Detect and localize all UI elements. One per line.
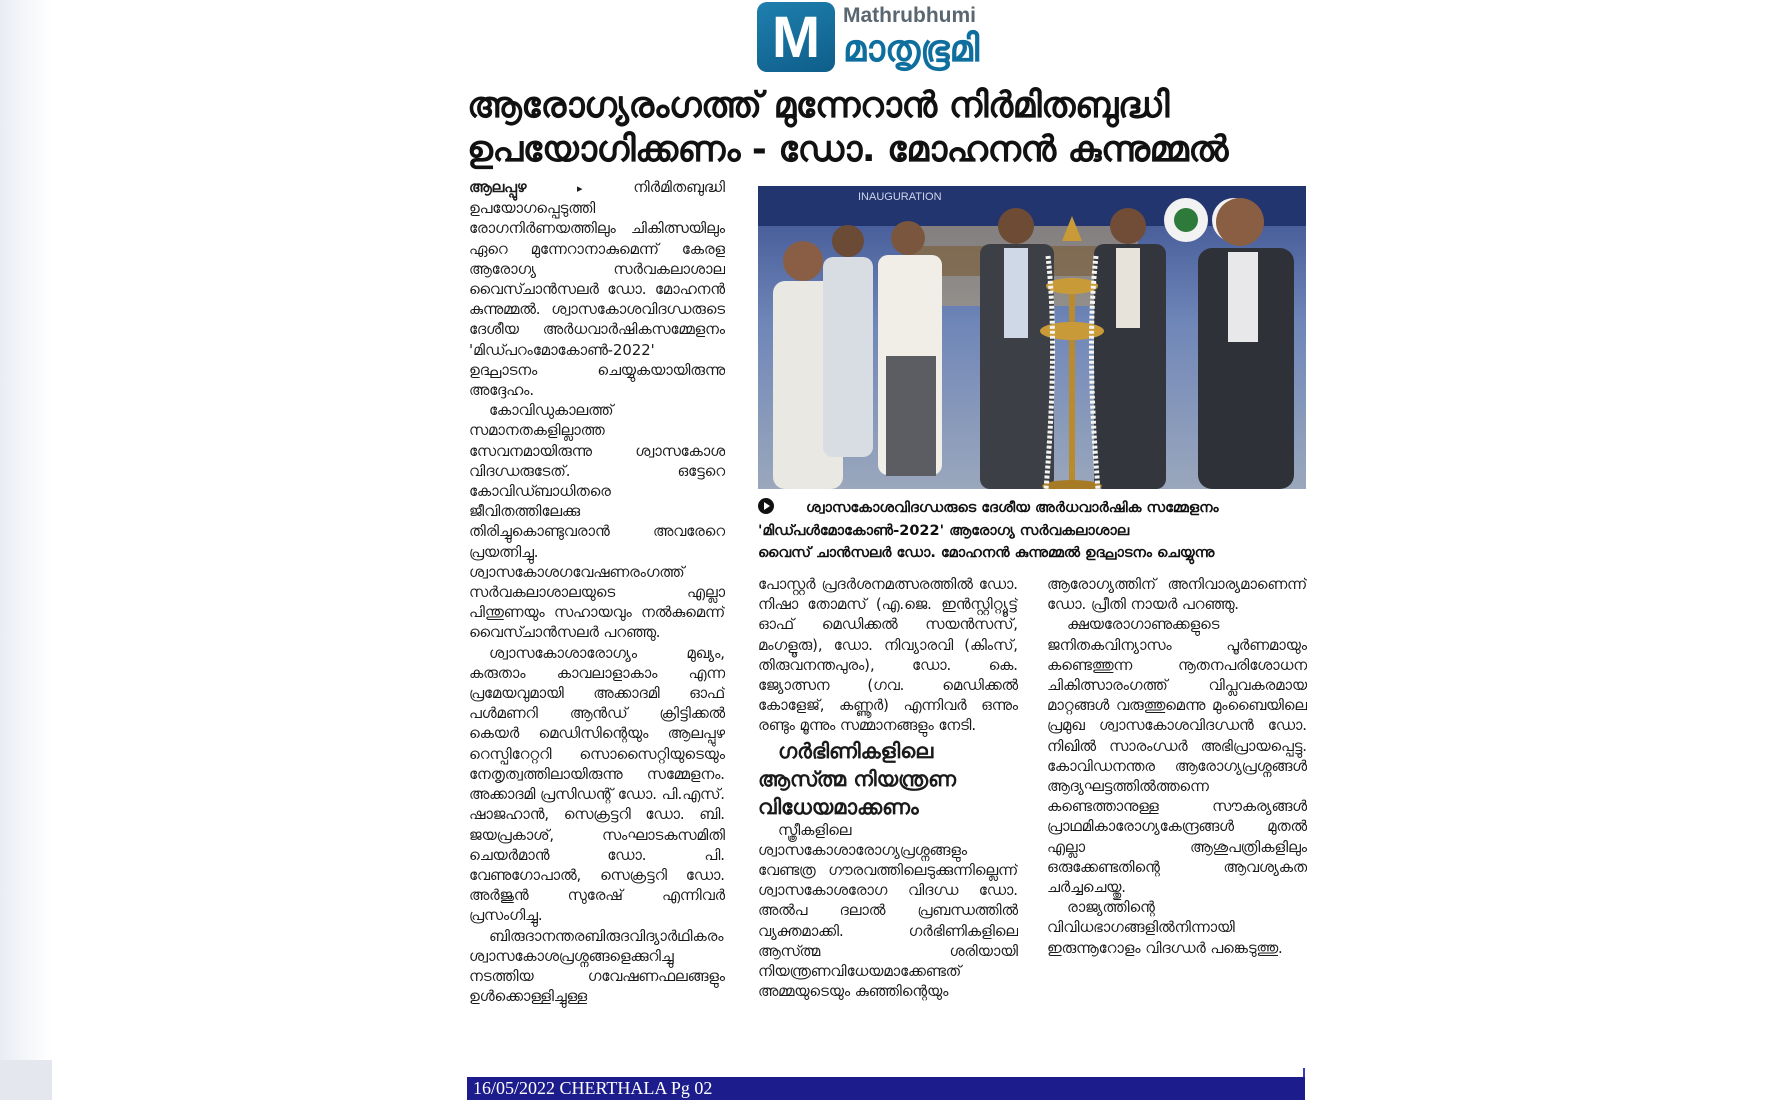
banner-text: INAUGURATION — [858, 191, 942, 203]
person-5 — [1094, 208, 1166, 489]
headline-line-2: ഉപയോഗിക്കണം - ഡോ. മോഹനൻ കുന്നുമ്മൽ — [467, 129, 1228, 170]
article-paragraph: ശ്വാസകോശാരോഗ്യം മുഖ്യം, കരുതാം കാവലാളാകാം എന്ന പ്രമേയവുമായി അക്കാദമി ഓഫ് പൾമണറി ആൻഡ് ക്രിട്ടിക്കൽ കെയർ മെഡിസിന്റെയും ആലപ്പുഴ റെസ്പിറേറ്ററി സൊസൈറ്റിയുടെയും നേതൃത്വത്തിലായിരുന്നു സമ്മേളനം. അക്കാദമി പ്രസിഡന്റ് ഡോ. പി.എസ്. ഷാജഹാൻ, സെക്രട്ടറി ഡോ. ബി. ജയപ്രകാശ്, സംഘാടകസമിതി ചെയർമാൻ ഡോ. പി. വേണുഗോപാൽ, സെക്രട്ടറി ഡോ. അർജുൻ സുരേഷ് എന്നിവർ പ്രസംഗിച്ചു. — [469, 644, 725, 925]
brand-malayalam: മാതൃഭൂമി — [843, 27, 980, 70]
play-icon — [758, 498, 774, 514]
article-column-3 — [1047, 575, 1307, 1063]
brand-wordmark — [843, 4, 979, 70]
person-2 — [823, 225, 873, 457]
dateline-arrow-icon: ▸ — [526, 182, 634, 195]
person-4 — [980, 208, 1054, 489]
article-paragraph — [469, 178, 725, 401]
article-paragraph: ആരോഗ്യത്തിന് അനിവാര്യമാണെന്ന് ഡോ. പ്രീതി നായർ പറഞ്ഞു. — [1047, 576, 1307, 614]
mathrubhumi-logo: M — [757, 2, 835, 72]
photo-caption — [758, 497, 1310, 565]
caption-line-2: 'മിഡ്പൾമോകോൺ-2022' ആരോഗ്യ സർവകലാശാല — [758, 522, 1130, 539]
event-photo — [758, 186, 1306, 489]
dateline: ആലപ്പുഴ — [469, 179, 527, 196]
viewer-left-strip — [0, 0, 52, 1100]
article-column-2 — [758, 575, 1018, 1055]
brand-english: Mathrubhumi — [843, 4, 976, 27]
headline-line-1: ആരോഗ്യരംഗത്ത് മുന്നേറാൻ നിർമിതബുദ്ധി — [467, 85, 1169, 126]
caption-line-3: വൈസ് ചാൻസലർ ഡോ. മോഹനൻ കുന്നുമ്മൽ ഉദ്ഘാടനം ചെയ്യുന്നു — [758, 545, 1215, 561]
paragraph-text: നിർമിതബുദ്ധി ഉപയോഗപ്പെടുത്തി രോഗനിർണയത്തിലും ചികിത്സയിലും ഏറെ മുന്നേറാനാകുമെന്ന് കേരള ആരോഗ്യ സർവകലാശാല വൈസ്ചാൻസലർ ഡോ. മോഹനൻ കുന്നുമ്മൽ. ശ്വാസകോശവിദഗ്ധരുടെ ദേശീയ അർധവാർഷികസമ്മേളനം 'മിഡ്പറംമോകോൺ-2022' ഉദ്ഘാടനം ചെയ്യുകയായിരുന്നു അദ്ദേഹം. — [469, 179, 725, 400]
article-paragraph: ബിരുദാനന്തരബിരുദവിദ്യാർഥികരം ശ്വാസകോശപ്രശ്നങ്ങളെക്കുറിച്ചു നടത്തിയ ഗവേഷണഫലങ്ങളും ഉൾക്കൊള്ളിച്ചുള്ള — [469, 927, 725, 1006]
masthead — [757, 2, 979, 72]
article-paragraph: സ്ത്രീകളിലെ ശ്വാസകോശാരോഗ്യപ്രശ്നങ്ങളും വേണ്ടത്ര ഗൗരവത്തിലെടുക്കുന്നില്ലെന്ന് ശ്വാസകോശരോഗ വിദഗ്ധ ഡോ. അൽപ ദലാൽ പ്രബന്ധത്തിൽ വ്യക്തമാക്കി. ഗർഭിണികളിലെ ആസ്ത്മ ശരിയായി നിയന്ത്രണവിധേയമാക്കേണ്ടത് അമ്മയുടെയും കുഞ്ഞിന്റെയും — [758, 821, 1018, 1001]
logo-emblem-inner-1 — [1174, 208, 1198, 232]
article-paragraph: കോവിഡുകാലത്ത് സമാനതകളില്ലാത്ത സേവനമായിരുന്നു ശ്വാസകോശ വിദഗ്ധരുടേത്. ഒട്ടേറെ കോവിഡ്ബാധിതരെ ജീവിതത്തിലേക്കു തിരിച്ചുകൊണ്ടുവരാൻ അവരേറെ പ്രയത്നിച്ചു. ശ്വാസകോശഗവേഷണരംഗത്ത് സർവകലാശാലയുടെ എല്ലാ പിന്തുണയും സഹായവും നൽകുമെന്ന് വൈസ്ചാൻസലർ പറഞ്ഞു. — [469, 402, 725, 642]
viewer-scroll-tab[interactable] — [0, 1060, 52, 1100]
article-paragraph: പോസ്റ്റർ പ്രദർശനമത്സരത്തിൽ ഡോ. നിഷാ തോമസ് (എ.ജെ. ഇൻസ്റ്റിറ്റ്യൂട്ട് ഓഫ് മെഡിക്കൽ സയൻസസ്, മംഗളൂരു), ഡോ. നിവ്യാരവി (കിംസ്, തിരുവനന്തപുരം), ഡോ. കെ. ജ്യോത്സന (ഗവ. മെഡിക്കൽ കോളേജ്, കണ്ണൂർ) എന്നിവർ ഒന്നും രണ്ടും മൂന്നും സമ്മാനങ്ങളും നേടി. — [758, 576, 1018, 735]
lamp-lighting-photo — [758, 186, 1306, 489]
person-3 — [878, 221, 942, 476]
article-headline — [467, 84, 1307, 172]
article-paragraph: രാജ്യത്തിന്റെ വിവിധഭാഗങ്ങളിൽനിന്നായി ഇരുന്നൂറോളം വിദഗ്ധർ പങ്കെടുത്തു. — [1047, 899, 1283, 957]
article-column-1 — [469, 178, 725, 1066]
article-paragraph: ക്ഷയരോഗാണുക്കളുടെ ജനിതകവിന്യാസം പൂർണമായും കണ്ടെത്തുന്ന നൂതനപരിശോധന ചികിത്സാരംഗത്ത് വിപ്ലവകരമായ മാറ്റങ്ങൾ വരുത്തുമെന്നു മുംബൈയിലെ പ്രമുഖ ശ്വാസകോശവിദഗ്ധൻ ഡോ. നിഖിൽ സാരംഗ്ധർ അഭിപ്രായപ്പെട്ടു. കോവിഡനന്തര ആരോഗ്യപ്രശ്നങ്ങൾ ആദ്യഘട്ടത്തിൽത്തന്നെ കണ്ടെത്താനുള്ള സൗകര്യങ്ങൾ പ്രാഥമികാരോഗ്യകേന്ദ്രങ്ങൾ മുതൽ എല്ലാ ആശുപത്രികളിലും ഒരുക്കേണ്ടതിന്റെ ആവശ്യകത ചർച്ചചെയ്തു. — [1047, 616, 1307, 897]
edition-footer: 16/05/2022 CHERTHALA Pg 02 — [467, 1077, 1305, 1100]
article-subhead: ഗർഭിണികളിലെ ആസ്ത്മ നിയന്ത്രണ വിധേയമാക്കണം — [758, 738, 956, 819]
caption-line-1: ശ്വാസകോശവിദഗ്ധരുടെ ദേശീയ അർധവാർഷിക സമ്മേളനം — [758, 497, 1310, 520]
